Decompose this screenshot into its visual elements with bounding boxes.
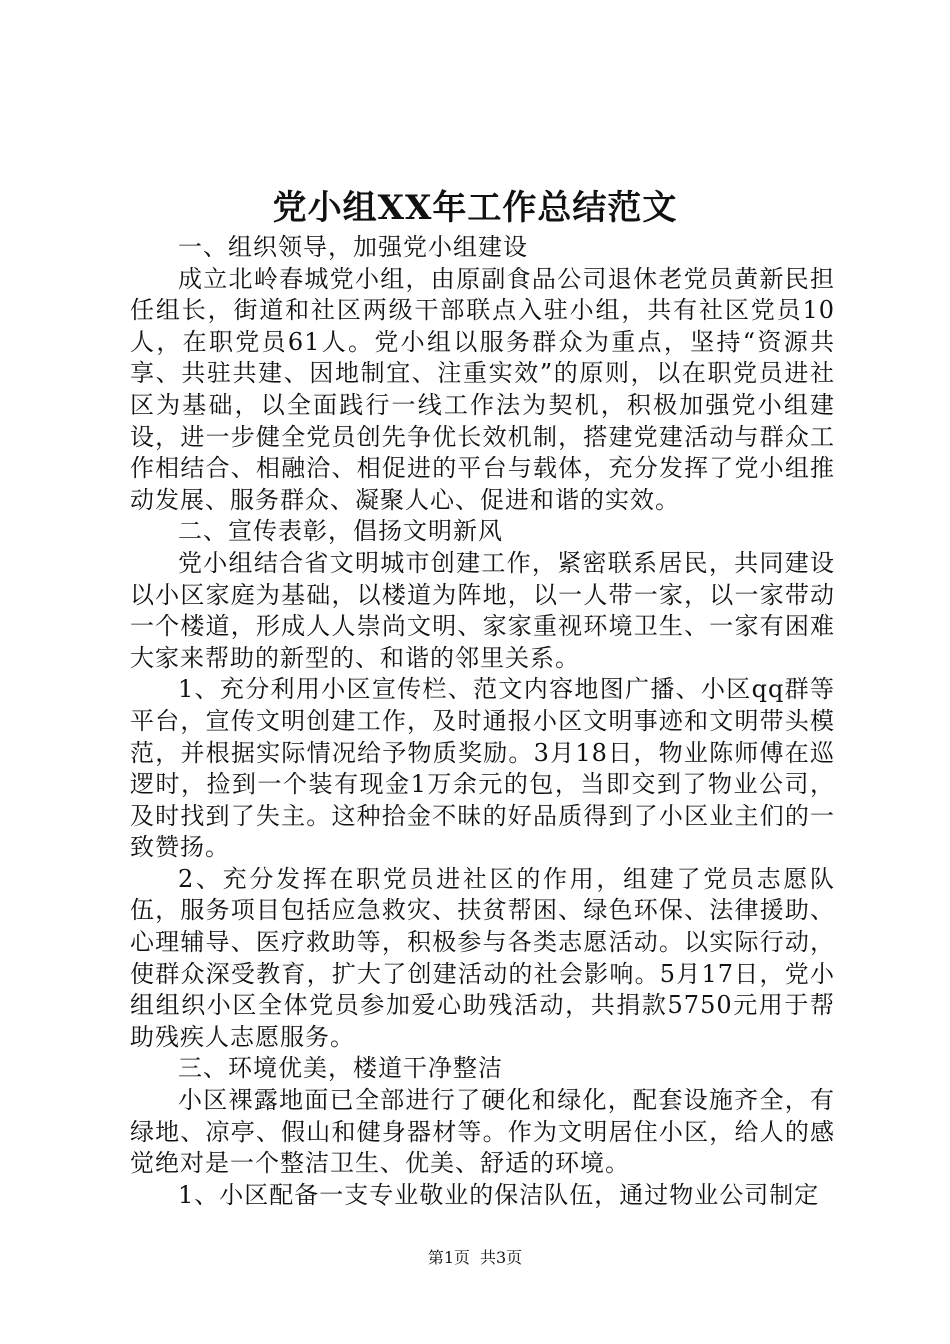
body-paragraph: 1、小区配备一支专业敬业的保洁队伍，通过物业公司制定 [178,1180,820,1209]
document-title: 党小组XX年工作总结范文 [272,188,678,228]
section-heading-2: 二、宣传表彰，倡扬文明新风 [178,517,503,546]
section-heading-3: 三、环境优美，楼道干净整洁 [178,1054,503,1083]
body-paragraph: 党小组结合省文明城市创建工作，紧密联系居民，共同建设以小区家庭为基础，以楼道为阵地，以一人带一家，以一家带动一个楼道，形成人人崇尚文明、家家重视环境卫生、一家有困难大家来帮助的新型的、和谐的邻里关系。 [130,548,835,672]
body-paragraph: 1、充分利用小区宣传栏、范文内容地图广播、小区qq群等平台，宣传文明创建工作，及时通报小区文明事迹和文明带头模范，并根据实际情况给予物质奖励。3月18日，物业陈师傅在巡逻时，捡到一个装有现金1万余元的包，当即交到了物业公司，及时找到了失主。这种拾金不昧的好品质得到了小区业主们的一致赞扬。 [130,675,835,862]
page-footer [0,1247,950,1269]
body-paragraph: 成立北岭春城党小组，由原副食品公司退休老党员黄新民担任组长，街道和社区两级干部联点入驻小组，共有社区党员10人，在职党员61人。党小组以服务群众为重点，坚持“资源共享、共驻共建、因地制宜、注重实效”的原则，以在职党员进社区为基础，以全面践行一线工作法为契机，积极加强党小组建设，进一步健全党员创先争优长效机制，搭建党建活动与群众工作相结合、相融洽、相促进的平台与载体，充分发挥了党小组推动发展、服务群众、凝聚人心、促进和谐的实效。 [130,264,835,514]
page-number: 第1页 [427,1248,470,1267]
page-total: 共3页 [480,1248,523,1267]
section-heading-1: 一、组织领导，加强党小组建设 [178,233,528,261]
body-paragraph: 2、充分发挥在职党员进社区的作用，组建了党员志愿队伍，服务项目包括应急救灾、扶贫帮困、绿色环保、法律援助、心理辅导、医疗救助等，积极参与各类志愿活动。以实际行动，使群众深受教育，扩大了创建活动的社会影响。5月17日，党小组组织小区全体党员参加爱心助残活动，共捐款5750元用于帮助残疾人志愿服务。 [130,864,835,1051]
document-body [130,232,835,1211]
body-paragraph: 小区裸露地面已全部进行了硬化和绿化，配套设施齐全，有绿地、凉亭、假山和健身器材等。作为文明居住小区，给人的感觉绝对是一个整洁卫生、优美、舒适的环境。 [130,1086,835,1178]
